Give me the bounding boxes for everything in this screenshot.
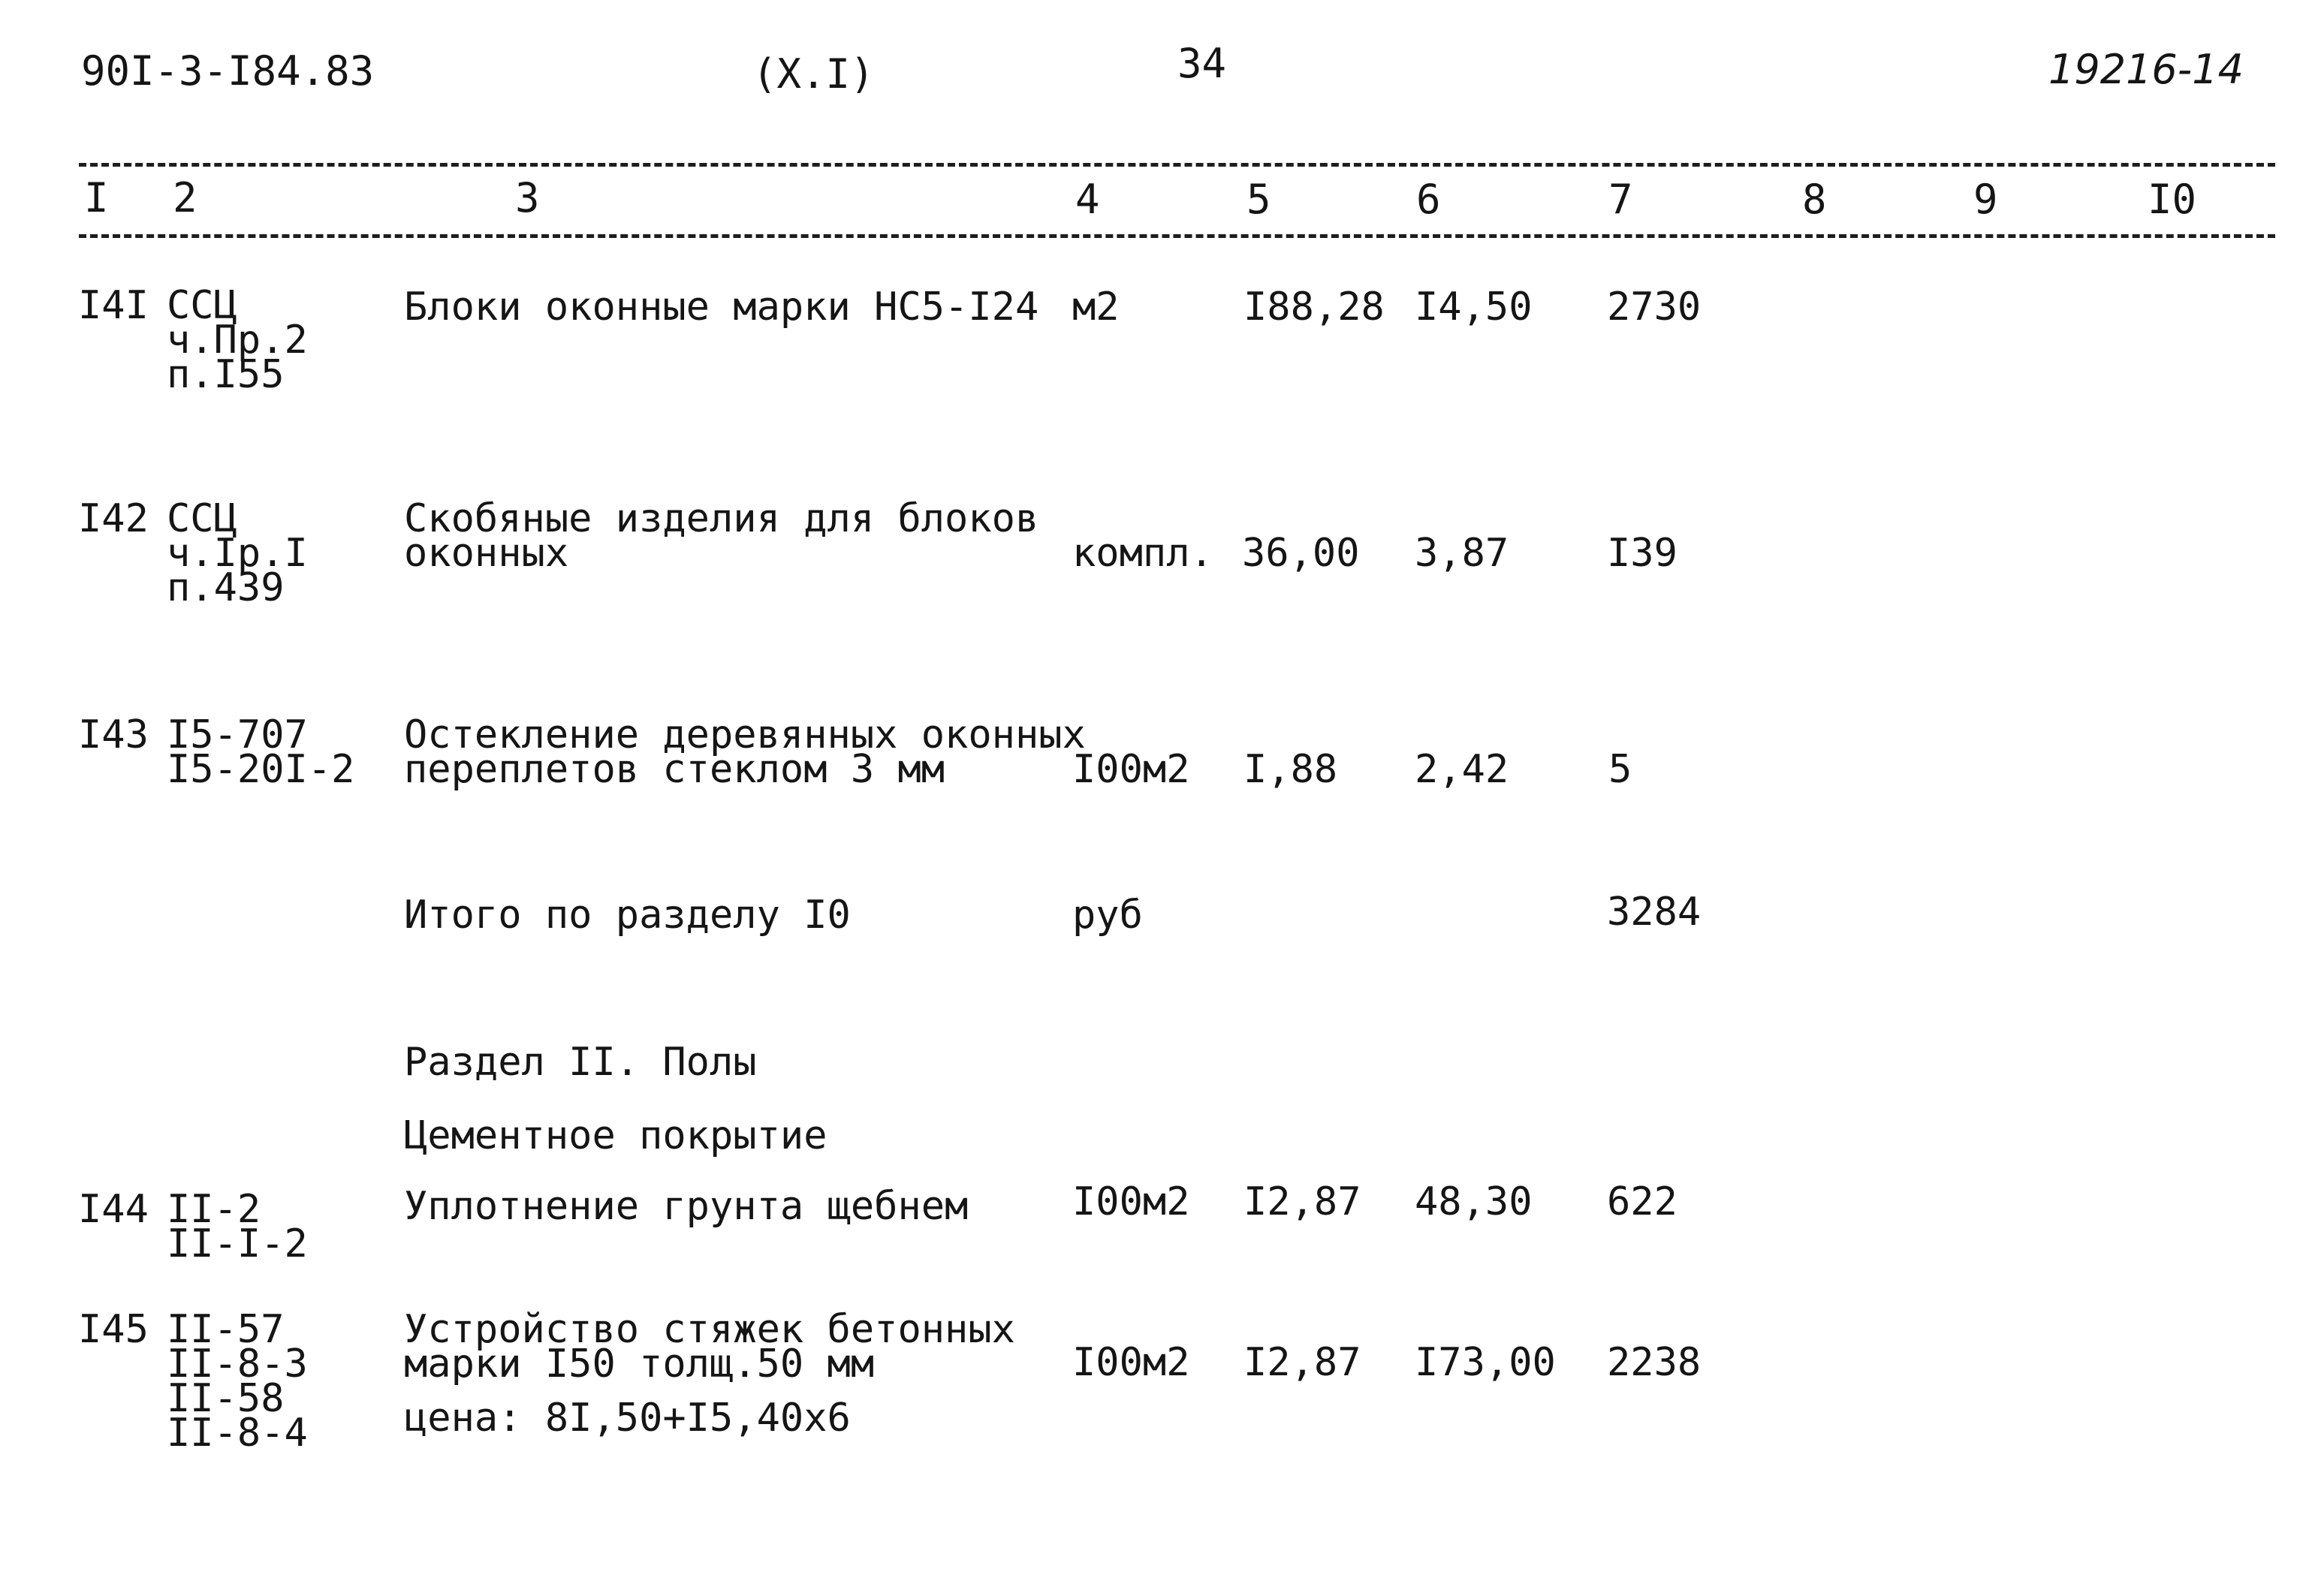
- row-144-description: Уплотнение грунта щебнем: [404, 1184, 969, 1229]
- row-143-unit-price: 2,42: [1415, 747, 1509, 792]
- row-143-description: Остекление деревянных оконных переплетов стеклом 3 мм: [404, 712, 1086, 792]
- section-mark: (X.I): [752, 50, 875, 98]
- page-number: 34: [1177, 40, 1227, 87]
- row-144-unit-price: 48,30: [1415, 1179, 1533, 1224]
- col-header-10: I0: [2148, 176, 2197, 223]
- row-145-price-note: цена: 8I,50+I5,40х6: [404, 1396, 851, 1441]
- col-header-6: 6: [1416, 176, 1441, 223]
- archive-number: 19216-14: [2048, 46, 2244, 93]
- col-header-1: I: [84, 174, 109, 221]
- row-143-reference: I5-707 I5-20I-2: [167, 712, 355, 792]
- row-141-number: I4I: [78, 283, 149, 328]
- col-header-5: 5: [1246, 176, 1271, 223]
- row-145-quantity: I2,87: [1243, 1340, 1361, 1385]
- col-header-7: 7: [1608, 176, 1633, 223]
- row-145-reference: II-57 II-8-3 II-58 II-8-4: [167, 1307, 308, 1456]
- row-143-total: 5: [1608, 747, 1632, 792]
- col-header-4: 4: [1075, 176, 1100, 223]
- row-143-number: I43: [78, 712, 149, 757]
- row-145-total: 2238: [1607, 1340, 1702, 1385]
- row-142-unit: компл.: [1072, 531, 1213, 576]
- row-144-total: 622: [1607, 1179, 1678, 1224]
- subtotal-total: 3284: [1607, 890, 1702, 935]
- subtotal-label: Итого по разделу I0: [404, 893, 851, 938]
- row-142-description: Скобяные изделия для блоков оконных: [404, 496, 1039, 576]
- header-bottom-rule: [79, 234, 2275, 238]
- row-143-unit: I00м2: [1072, 747, 1190, 792]
- row-141-description: Блоки оконные марки НС5-I24: [404, 285, 1039, 330]
- row-141-unit: м2: [1072, 285, 1120, 330]
- section-title: Раздел II. Полы: [404, 1040, 757, 1085]
- col-header-2: 2: [173, 174, 197, 221]
- col-header-3: 3: [515, 174, 540, 221]
- row-145-description: Устройство стяжек бетонных марки I50 толщ.50 мм: [404, 1307, 1015, 1387]
- document-code: 90I-3-I84.83: [81, 47, 375, 95]
- row-141-unit-price: I4,50: [1415, 285, 1533, 330]
- row-141-quantity: I88,28: [1243, 285, 1385, 330]
- row-144-unit: I00м2: [1072, 1179, 1190, 1224]
- header-top-rule: [79, 163, 2275, 167]
- row-143-quantity: I,88: [1243, 747, 1338, 792]
- row-142-quantity: 36,00: [1242, 531, 1360, 576]
- subsection-title: Цементное покрытие: [404, 1113, 827, 1158]
- col-header-9: 9: [1973, 176, 1998, 223]
- row-142-number: I42: [78, 496, 149, 541]
- row-144-reference: II-2 II-I-2: [167, 1187, 308, 1266]
- row-142-reference: ССЦ ч.Iр.I п.439: [167, 496, 308, 610]
- row-144-number: I44: [78, 1187, 149, 1232]
- row-142-unit-price: 3,87: [1415, 531, 1509, 576]
- row-144-quantity: I2,87: [1243, 1179, 1361, 1224]
- subtotal-unit: руб: [1072, 893, 1143, 938]
- row-145-unit-price: I73,00: [1415, 1340, 1556, 1385]
- row-145-number: I45: [78, 1307, 149, 1352]
- row-141-total: 2730: [1607, 285, 1702, 330]
- col-header-8: 8: [1802, 176, 1827, 223]
- row-141-reference: ССЦ ч.Пр.2 п.I55: [167, 283, 308, 397]
- row-145-unit: I00м2: [1072, 1340, 1190, 1385]
- row-142-total: I39: [1607, 531, 1678, 576]
